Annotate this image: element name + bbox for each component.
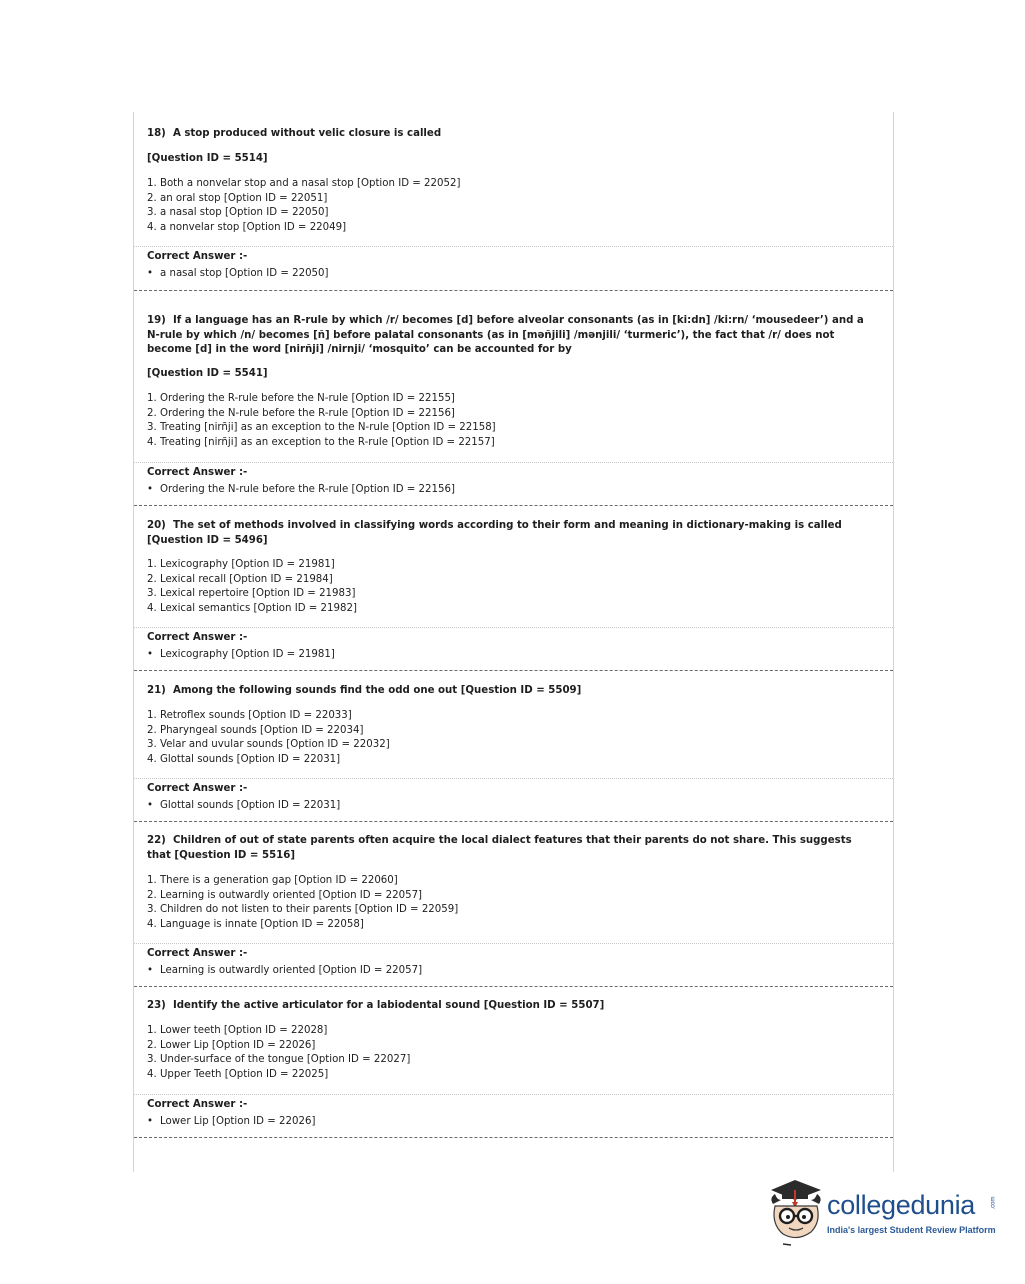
- option-item: 4. Lexical semantics [Option ID = 21982]: [147, 602, 357, 614]
- question-sheet: [133, 112, 894, 1172]
- option-list: [147, 392, 496, 450]
- divider: [134, 778, 893, 779]
- correct-answer-label: Correct Answer :-: [147, 632, 248, 643]
- option-list: [147, 177, 460, 235]
- option-list: [147, 558, 357, 616]
- option-list: [147, 1024, 410, 1082]
- question-stem: Children of out of state parents often acquire the local dialect features that their parents do not share. This suggests that [Question ID = 5516]: [147, 835, 852, 861]
- question-divider: [134, 670, 893, 671]
- student-mascot-icon: [765, 1176, 827, 1248]
- question-stem: Among the following sounds find the odd one out [Question ID = 5509]: [172, 685, 582, 696]
- question-divider: [134, 505, 893, 506]
- correct-answer-label: Correct Answer :-: [147, 783, 248, 794]
- option-item: 2. Lower Lip [Option ID = 22026]: [147, 1039, 316, 1051]
- logo-tagline: India's largest Student Review Platform: [827, 1225, 996, 1235]
- correct-answer-value: [147, 268, 329, 279]
- option-item: 1. Retroflex sounds [Option ID = 22033]: [147, 710, 352, 721]
- correct-answer-value: [147, 484, 455, 495]
- option-item: 2. Ordering the N-rule before the R-rule [Option ID = 22156]: [147, 407, 455, 419]
- correct-answer-text: Lexicography [Option ID = 21981]: [160, 649, 335, 660]
- option-item: 3. Lexical repertoire [Option ID = 21983]: [147, 588, 356, 600]
- question-stem: Identify the active articulator for a labiodental sound [Question ID = 5507]: [172, 1000, 605, 1011]
- correct-answer-text: Learning is outwardly oriented [Option ID = 22057]: [160, 965, 423, 976]
- bullet-icon: •: [147, 268, 154, 279]
- question-number: 22): [147, 835, 166, 846]
- question-text: [147, 834, 875, 863]
- question-text: [147, 519, 875, 548]
- question-number: 21): [147, 685, 166, 696]
- question-stem: If a language has an R-rule by which /r/ becomes [d] before alveolar consonants (as in [ki:dn] /ki:rn/ ‘mousedeer’) and a N-rule by which /n/ becomes [ñ] before palatal consonants (as in [məñjili] /mənjili/ ‘turmeric’), the fact that /r/ does not become [d] in the word [nirñji] /nirnji/ ‘mosquito’ can be accounted for by: [147, 315, 864, 356]
- option-item: 4. Language is innate [Option ID = 22058]: [147, 918, 364, 930]
- correct-answer-text: Ordering the N-rule before the R-rule [Option ID = 22156]: [160, 484, 455, 495]
- correct-answer-label: Correct Answer :-: [147, 251, 248, 262]
- bullet-icon: •: [147, 484, 154, 495]
- option-item: 4. Upper Teeth [Option ID = 22025]: [147, 1068, 329, 1080]
- correct-answer-value: [147, 649, 335, 660]
- question-number: 23): [147, 1000, 166, 1011]
- option-item: 3. Treating [nirñji] as an exception to the N-rule [Option ID = 22158]: [147, 422, 496, 434]
- question-divider: [134, 986, 893, 987]
- question-number: 18): [147, 128, 166, 139]
- correct-answer-value: [147, 800, 340, 811]
- option-item: 2. Learning is outwardly oriented [Option ID = 22057]: [147, 889, 423, 901]
- option-item: 4. a nonvelar stop [Option ID = 22049]: [147, 221, 347, 233]
- option-item: 3. Children do not listen to their parents [Option ID = 22059]: [147, 904, 459, 916]
- option-item: 1. Both a nonvelar stop and a nasal stop [Option ID = 22052]: [147, 178, 461, 189]
- question-stem: A stop produced without velic closure is called: [172, 128, 442, 139]
- bullet-icon: •: [147, 1116, 154, 1127]
- bullet-icon: •: [147, 800, 154, 811]
- option-list: [147, 709, 390, 767]
- correct-answer-value: [147, 1116, 315, 1127]
- question-text: [147, 314, 875, 358]
- option-list: [147, 874, 458, 932]
- divider: [134, 943, 893, 944]
- logo-wordmark: collegedunia: [827, 1190, 976, 1220]
- bullet-icon: •: [147, 649, 154, 660]
- question-divider: [134, 1137, 893, 1138]
- divider: [134, 627, 893, 628]
- divider: [134, 1094, 893, 1095]
- question-number: 19): [147, 315, 166, 326]
- divider: [134, 246, 893, 247]
- question-stem: The set of methods involved in classifying words according to their form and meaning in dictionary-making is called [Question ID = 5496]: [147, 520, 842, 546]
- divider: [134, 462, 893, 463]
- option-item: 2. Lexical recall [Option ID = 21984]: [147, 573, 333, 585]
- option-item: 1. Lexicography [Option ID = 21981]: [147, 559, 335, 570]
- bullet-icon: •: [147, 965, 154, 976]
- logo-suffix: .com: [990, 1196, 997, 1210]
- question-text: [147, 127, 875, 142]
- collegedunia-logo: [765, 1176, 997, 1248]
- correct-answer-text: Glottal sounds [Option ID = 22031]: [160, 800, 341, 811]
- option-item: 2. an oral stop [Option ID = 22051]: [147, 192, 328, 204]
- question-text: [147, 999, 875, 1014]
- option-item: 1. There is a generation gap [Option ID = 22060]: [147, 875, 398, 886]
- correct-answer-label: Correct Answer :-: [147, 467, 248, 478]
- question-divider: [134, 290, 893, 291]
- question-id: [Question ID = 5514]: [147, 153, 268, 164]
- correct-answer-text: a nasal stop [Option ID = 22050]: [160, 268, 329, 279]
- correct-answer-text: Lower Lip [Option ID = 22026]: [160, 1116, 316, 1127]
- option-item: 1. Ordering the R-rule before the N-rule [Option ID = 22155]: [147, 393, 455, 404]
- option-item: 4. Glottal sounds [Option ID = 22031]: [147, 753, 341, 765]
- option-item: 3. a nasal stop [Option ID = 22050]: [147, 207, 329, 219]
- question-id: [Question ID = 5541]: [147, 368, 268, 379]
- correct-answer-value: [147, 965, 422, 976]
- question-text: [147, 684, 875, 699]
- correct-answer-label: Correct Answer :-: [147, 948, 248, 959]
- option-item: 3. Velar and uvular sounds [Option ID = 22032]: [147, 739, 390, 751]
- question-divider: [134, 821, 893, 822]
- option-item: 2. Pharyngeal sounds [Option ID = 22034]: [147, 724, 364, 736]
- correct-answer-label: Correct Answer :-: [147, 1099, 248, 1110]
- question-number: 20): [147, 520, 166, 531]
- option-item: 4. Treating [nirñji] as an exception to the R-rule [Option ID = 22157]: [147, 436, 495, 448]
- option-item: 1. Lower teeth [Option ID = 22028]: [147, 1025, 328, 1036]
- option-item: 3. Under-surface of the tongue [Option ID = 22027]: [147, 1054, 411, 1066]
